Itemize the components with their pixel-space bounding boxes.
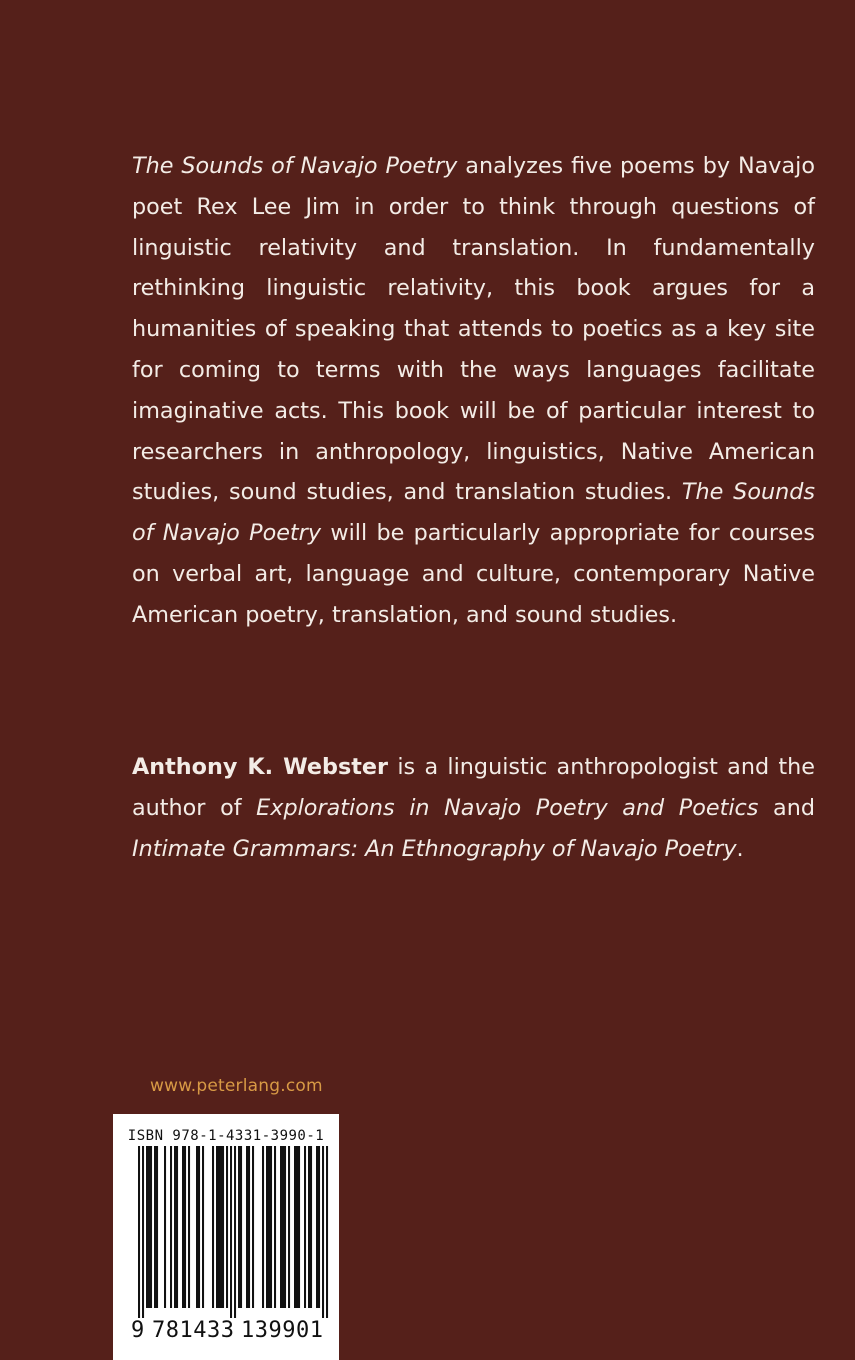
ean-right-group: 139901 bbox=[241, 1318, 323, 1343]
author-bio-text-3: . bbox=[736, 835, 744, 862]
barcode-bar bbox=[138, 1146, 140, 1318]
barcode-bar bbox=[164, 1146, 166, 1308]
author-bio-text-1: is a linguistic anthropologist and the author of bbox=[132, 754, 815, 821]
barcode-bar bbox=[326, 1146, 328, 1318]
barcode-bar bbox=[304, 1146, 306, 1308]
barcode-bar bbox=[142, 1146, 144, 1318]
author-bio-text-2: and bbox=[758, 794, 815, 821]
barcode-bar bbox=[240, 1146, 242, 1308]
barcode-bar bbox=[218, 1146, 220, 1308]
barcode-bar bbox=[182, 1146, 184, 1308]
barcode-bar bbox=[220, 1146, 222, 1308]
barcode-bar bbox=[196, 1146, 198, 1308]
barcode-bar bbox=[212, 1146, 214, 1308]
barcode-bar bbox=[238, 1146, 240, 1308]
barcode-bar bbox=[234, 1146, 236, 1318]
isbn-label: ISBN 978-1-4331-3990-1 bbox=[127, 1128, 325, 1144]
barcode-bar bbox=[266, 1146, 268, 1308]
barcode-bar bbox=[322, 1146, 324, 1318]
barcode-bar bbox=[268, 1146, 270, 1308]
barcode-bar bbox=[184, 1146, 186, 1308]
barcode-bar bbox=[198, 1146, 200, 1308]
isbn-barcode bbox=[113, 1114, 339, 1360]
barcode-bar bbox=[146, 1146, 148, 1308]
barcode-bar bbox=[294, 1146, 296, 1308]
barcode-bar bbox=[174, 1146, 176, 1308]
barcode-bar bbox=[282, 1146, 284, 1308]
barcode-bar bbox=[150, 1146, 152, 1308]
author-bio bbox=[132, 747, 815, 869]
barcode-bar bbox=[298, 1146, 300, 1308]
barcode-bar bbox=[226, 1146, 228, 1308]
barcode-bar bbox=[154, 1146, 156, 1308]
barcode-bar bbox=[170, 1146, 172, 1308]
description-text-1: analyzes five poems by Navajo poet Rex Lee Jim in order to think through questions of linguistic relativity and translation. In fundamentally rethinking linguistic relativity, this book argues for a humanities of speaking that attends to poetics as a key site for coming to terms with the ways languages facilitate imaginative acts. This book will be of particular interest to researchers in anthropology, linguistics, Native American studies, sound studies, and translation studies. bbox=[132, 153, 815, 506]
barcode-bar bbox=[318, 1146, 320, 1308]
barcode-bar bbox=[222, 1146, 224, 1308]
barcode-bar bbox=[262, 1146, 264, 1308]
ean-left-group: 781433 bbox=[152, 1318, 234, 1343]
book-description bbox=[132, 146, 815, 636]
book-title: The Sounds of Navajo Poetry bbox=[132, 153, 458, 179]
barcode-bar bbox=[230, 1146, 232, 1318]
author-book-1: Explorations in Navajo Poetry and Poetics bbox=[256, 794, 759, 821]
barcode-bar bbox=[248, 1146, 250, 1308]
barcode-bar bbox=[308, 1146, 310, 1308]
barcode-graphic bbox=[113, 1114, 339, 1360]
barcode-bar bbox=[188, 1146, 190, 1308]
barcode-bar bbox=[202, 1146, 204, 1308]
barcode-bar bbox=[310, 1146, 312, 1308]
description-text-2: will be particularly appropriate for courses on verbal art, language and culture, contemporary Native American poetry, translation, and sound studies. bbox=[132, 520, 815, 628]
barcode-bar bbox=[148, 1146, 150, 1308]
barcode-bar bbox=[284, 1146, 286, 1308]
barcode-bar bbox=[274, 1146, 276, 1308]
book-title-repeat: The Sounds of Navajo Poetry bbox=[132, 479, 815, 547]
publisher-website: www.peterlang.com bbox=[150, 1076, 323, 1096]
barcode-bar bbox=[280, 1146, 282, 1308]
barcode-bar bbox=[270, 1146, 272, 1308]
barcode-bar bbox=[252, 1146, 254, 1308]
ean-first-digit: 9 bbox=[131, 1318, 145, 1343]
barcode-bar bbox=[246, 1146, 248, 1308]
barcode-bar bbox=[316, 1146, 318, 1308]
barcode-bar bbox=[176, 1146, 178, 1308]
barcode-bars bbox=[138, 1146, 328, 1318]
barcode-bar bbox=[296, 1146, 298, 1308]
barcode-bar bbox=[288, 1146, 290, 1308]
author-name: Anthony K. Webster bbox=[132, 754, 389, 780]
barcode-bar bbox=[216, 1146, 218, 1308]
barcode-bar bbox=[156, 1146, 158, 1308]
author-book-2: Intimate Grammars: An Ethnography of Navajo Poetry bbox=[132, 835, 737, 862]
